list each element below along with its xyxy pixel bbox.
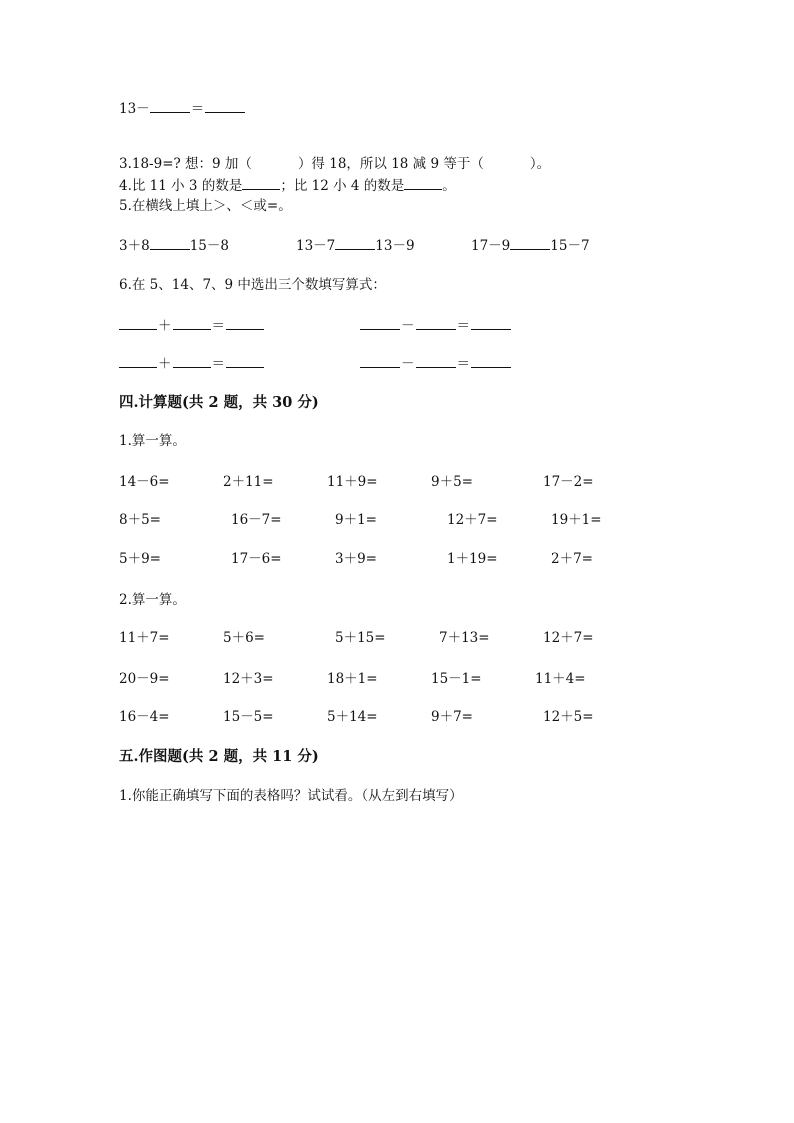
plus-sign: ＋ <box>158 356 172 372</box>
answer-blank[interactable] <box>360 355 400 368</box>
answer-blank[interactable] <box>416 317 456 330</box>
answer-blank[interactable] <box>242 177 280 190</box>
question-5-title: 5.在横线上填上＞、＜或=。 <box>119 198 292 214</box>
q4-text-c: 。 <box>442 178 456 194</box>
compare-item <box>119 237 229 254</box>
compare-right: 13－9 <box>375 238 415 254</box>
calc-item: 2＋11= <box>223 474 274 490</box>
calc-item: 5＋9= <box>119 551 161 567</box>
answer-blank[interactable] <box>471 317 511 330</box>
q4-text-b: ；比 12 小 4 的数是 <box>280 178 405 194</box>
compare-left: 17－9 <box>471 238 511 254</box>
calc-item: 5＋15= <box>335 630 386 646</box>
answer-blank[interactable] <box>173 317 211 330</box>
answer-blank[interactable] <box>205 100 245 113</box>
calc-item: 16－7= <box>231 512 282 528</box>
compare-blank[interactable] <box>150 237 190 250</box>
section-4-part-1-title: 1.算一算。 <box>119 433 186 449</box>
calc-item: 15－1= <box>431 671 482 687</box>
calc-item: 1＋19= <box>447 551 498 567</box>
answer-blank[interactable] <box>119 317 157 330</box>
calc-item: 12＋7= <box>543 630 594 646</box>
equals-sign: ＝ <box>211 356 225 372</box>
equals-sign: ＝ <box>190 101 205 117</box>
compare-right: 15－8 <box>189 238 229 254</box>
q3-text-c: ）。 <box>529 156 551 172</box>
calc-item: 14－6= <box>119 474 170 490</box>
compare-item <box>296 237 415 254</box>
section-5-heading: 五.作图题(共 2 题，共 11 分) <box>119 748 319 765</box>
answer-blank[interactable] <box>360 317 400 330</box>
calc-item: 17－2= <box>543 474 594 490</box>
calc-item: 15－5= <box>223 709 274 725</box>
equals-sign: ＝ <box>456 318 470 334</box>
calc-item: 12＋3= <box>223 671 274 687</box>
equals-sign: ＝ <box>211 318 225 334</box>
calc-item: 8＋5= <box>119 512 161 528</box>
section-5-question-1: 1.你能正确填写下面的表格吗？试试看。（从左到右填写） <box>119 788 463 804</box>
calc-item: 9＋7= <box>431 709 473 725</box>
calc-item: 19＋1= <box>551 512 602 528</box>
calc-item: 3＋9= <box>335 551 377 567</box>
calc-item: 20－9= <box>119 671 170 687</box>
calc-item: 17－6= <box>231 551 282 567</box>
answer-blank[interactable] <box>416 355 456 368</box>
addition-equation <box>119 355 264 372</box>
calc-item: 5＋14= <box>327 709 378 725</box>
calc-item: 18＋1= <box>327 671 378 687</box>
compare-blank[interactable] <box>510 237 550 250</box>
subtraction-equation <box>360 355 511 372</box>
question-3 <box>119 156 550 172</box>
compare-left: 3＋8 <box>119 238 150 254</box>
answer-blank[interactable] <box>173 355 211 368</box>
q4-text-a: 4.比 11 小 3 的数是 <box>119 178 243 194</box>
equals-sign: ＝ <box>456 356 470 372</box>
q3-text-a: 3.18-9=? 想：9 加（ <box>119 156 252 172</box>
q2-tail-equation <box>119 100 245 117</box>
calc-item: 16－4= <box>119 709 170 725</box>
answer-blank[interactable] <box>226 317 264 330</box>
answer-blank[interactable] <box>404 177 442 190</box>
compare-right: 15－7 <box>550 238 590 254</box>
answer-blank[interactable] <box>226 355 264 368</box>
calc-item: 5＋6= <box>223 630 265 646</box>
addition-equation <box>119 317 264 334</box>
calc-item: 9＋5= <box>431 474 473 490</box>
calc-item: 12＋5= <box>543 709 594 725</box>
section-4-heading: 四.计算题(共 2 题，共 30 分) <box>119 394 319 411</box>
section-4-part-2-title: 2.算一算。 <box>119 592 186 608</box>
calc-item: 11＋9= <box>327 474 378 490</box>
compare-blank[interactable] <box>335 237 375 250</box>
question-4 <box>119 177 456 194</box>
calc-item: 11＋4= <box>535 671 586 687</box>
calc-item: 12＋7= <box>447 512 498 528</box>
answer-blank[interactable] <box>119 355 157 368</box>
answer-blank[interactable] <box>150 100 190 113</box>
subtraction-equation <box>360 317 511 334</box>
plus-sign: ＋ <box>158 318 172 334</box>
calc-item: 2＋7= <box>551 551 593 567</box>
answer-blank[interactable] <box>471 355 511 368</box>
compare-item <box>471 237 590 254</box>
question-6-title: 6.在 5、14、7、9 中选出三个数填写算式： <box>119 277 386 293</box>
compare-left: 13－7 <box>296 238 336 254</box>
minus-sign: － <box>401 318 415 334</box>
calc-item: 9＋1= <box>335 512 377 528</box>
q3-text-b: ）得 18，所以 18 减 9 等于（ <box>297 156 484 172</box>
minus-sign: － <box>401 356 415 372</box>
calc-item: 7＋13= <box>439 630 490 646</box>
q2-left: 13－ <box>119 101 150 117</box>
calc-item: 11＋7= <box>119 630 170 646</box>
